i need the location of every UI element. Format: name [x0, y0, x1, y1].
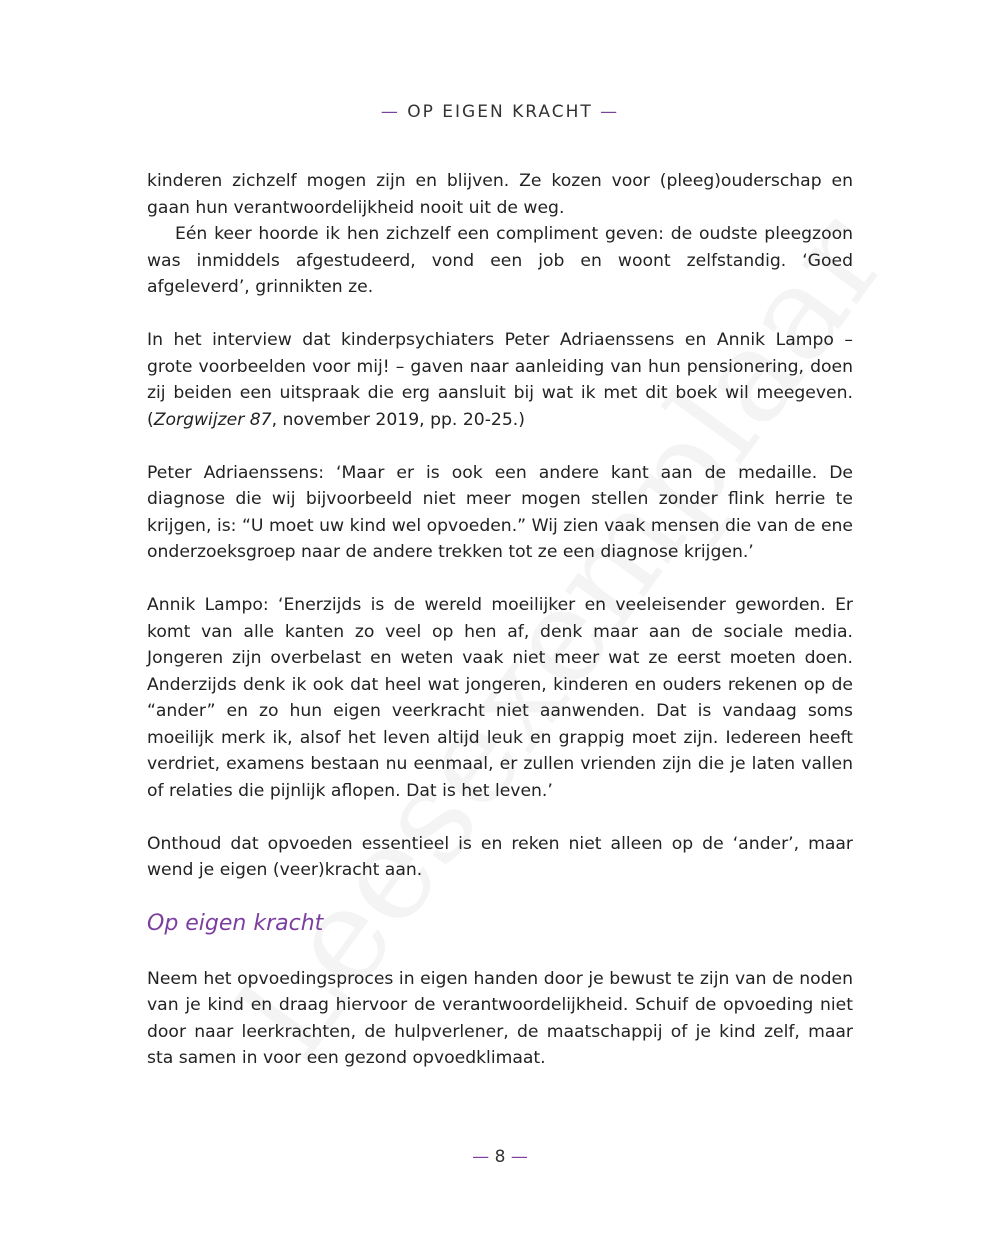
paragraph-3: [147, 327, 853, 433]
running-header: [0, 102, 1000, 122]
section-heading: Op eigen kracht: [147, 910, 324, 936]
paragraph-1: kinderen zichzelf mogen zijn en blijven. Ze kozen voor (pleeg)ouderschap en gaan hun verantwoordelijkheid nooit uit de weg.: [147, 171, 853, 218]
footer-dash-right: —: [510, 1147, 528, 1167]
header-dash-right: —: [600, 102, 620, 122]
paragraph-4: Peter Adriaenssens: ‘Maar er is ook een andere kant aan de medaille. De diagnose die wij bijvoorbeeld niet meer mogen stellen zonder flink herrie te krijgen, is: “U moet uw kind wel opvoeden.” Wij zien vaak mensen die van de ene onderzoeksgroep naar de andere trekken tot ze een diagnose krijgen.’: [147, 462, 853, 562]
page-number: 8: [494, 1147, 506, 1167]
paragraph-3-text-b: , november 2019, pp. 20-25.): [271, 409, 525, 430]
paragraph-3-citation: Zorgwijzer 87: [153, 409, 272, 430]
paragraph-3-text-a: In het interview dat kinderpsychiaters Peter Adriaenssens en Annik Lampo – grote voorbeelden voor mij! – gaven naar aanleiding van hun pensionering, doen zij beiden een uitspraak die erg aansluit bij wat ik met dit boek wil meegeven. (: [147, 330, 853, 430]
paragraph-2: Eén keer hoorde ik hen zichzelf een compliment geven: de oudste pleegzoon was inmiddels afgestudeerd, vond een job en woont zelfstandig. ‘Goed afgeleverd’, grinnikten ze.: [147, 224, 853, 297]
header-dash-left: —: [380, 102, 400, 122]
paragraph-5: Annik Lampo: ‘Enerzijds is de wereld moeilijker en veeleisender geworden. Er komt van alle kanten zo veel op hen af, denk maar aan de sociale media. Jongeren zijn overbelast en weten vaak niet meer wat ze eerst moeten doen. Anderzijds denk ik ook dat heel wat jongeren, kinderen en ouders rekenen op de “ander” en zo hun eigen veerkracht niet aanwenden. Dat is vandaag soms moeilijk merk ik, alsof het leven altijd leuk en grappig moet zijn. Iedereen heeft verdriet, examens bestaan nu eenmaal, er zullen vrienden zijn die je laten vallen of relaties die pijnlijk aflopen. Dat is het leven.’: [147, 595, 853, 801]
body-text: [147, 168, 853, 1072]
running-header-title: OP EIGEN KRACHT: [407, 102, 593, 122]
page-number-footer: [0, 1147, 1000, 1167]
paragraph-7: Neem het opvoedingsproces in eigen handen door je bewust te zijn van de noden van je kind en draag hiervoor de verantwoordelijkheid. Schuif de opvoeding niet door naar leerkrachten, de hulpverlener, de maatschappij of je kind zelf, maar sta samen in voor een gezond opvoedklimaat.: [147, 968, 853, 1068]
paragraph-6: Onthoud dat opvoeden essentieel is en reken niet alleen op de ‘ander’, maar wend je eigen (veer)kracht aan.: [147, 833, 853, 880]
footer-dash-left: —: [472, 1147, 490, 1167]
